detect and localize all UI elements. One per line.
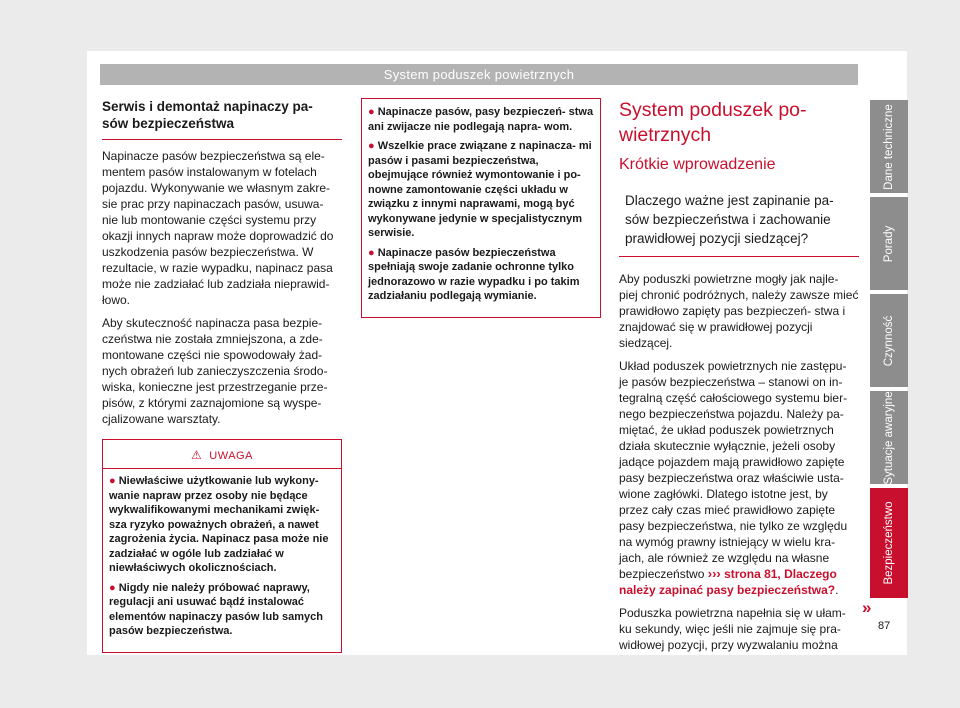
bullet-icon: ● [368,106,378,118]
paragraph: Aby poduszki powietrzne mogły jak najle- piej chronić podróżnych, należy zawsze mieć prawidłowo zapięty pas bezpieczeń- stwa i znajdować się w prawidłowej pozycji siedzącej. [619,272,859,350]
question-heading: Dlaczego ważne jest zapinanie pa- sów bezpieczeństwa i zachowanie prawidłowej pozycji siedzącej? [619,185,859,257]
warning-item: ● Nigdy nie należy próbować naprawy, regulacji ani usuwać bądź instalować elementów napinaczy pasów lub samych pasów bezpieczeństwa. [109,581,323,637]
bullet-icon: ● [109,581,119,594]
paragraph: Poduszka powietrzna napełnia się w ułam- ku sekundy, więc jeśli nie zajmuje się pra- widłowej pozycji, przy wyzwalaniu można [619,606,846,652]
paragraph: Układ poduszek powietrznych nie zastępu- je pasów bezpieczeństwa – stanowi on in- tegralną część całościowego systemu bier- nego bezpieczeństwa pojazdu. Należy pa- miętać, że układ poduszek powietrznych działa skutecznie wyłącznie, jeżeli osoby jadące pojazdem mają prawidłowo zapięte pasy bezpieczeństwa oraz właściwie usta- wione zagłówki. Dlatego istotne jest, by przez cały czas mieć prawidłowo zapięte pasy bezpieczeństwa, nie tylko ze względu na wymóg prawny istniejący w wielu kra- jach, ale również ze względu na własne bezpieczeństwo ››› strona 81, Dlaczego należy zapinać pasy bezpieczeństwa?. [619,359,848,597]
column-left [102,98,342,653]
tab-porady[interactable]: Porady [870,197,908,290]
page-number: 87 [878,620,891,632]
column-right [619,98,859,660]
warning-item: ● Niewłaściwe użytkowanie lub wykony- wanie napraw przez osoby nie będące wykwalifikowanymi mechanikami zwięk- sza ryzyko poważnych obrażeń, a nawet zagrożenia życia. Napinacz pasa może nie zadziałać w ogóle lub zadziałać w niewłaściwych okolicznościach. [109,475,329,574]
paragraph: Napinacze pasów bezpieczeństwa są ele- mentem pasów instalowanym w fotelach pojazdu. Wykonywanie we własnym zakre- sie prac przy napinaczach pasów, usuwa- nie lub montowanie części systemu przy okazji innych napraw może doprowadzić do uszkodzenia pasów bezpieczeństwa. W rezultacie, w razie wypadku, napinacz pasa może nie zadziałać lub zadziała nieprawid- łowo. [102,149,334,307]
warning-box-continued [361,98,601,318]
warning-header [103,440,341,469]
bullet-icon: ● [368,140,378,152]
bullet-icon: ● [109,475,119,487]
tab-dane-techniczne[interactable]: Dane techniczne [870,100,908,193]
page-header: System poduszek powietrznych [100,64,858,85]
cross-reference-link[interactable]: ››› strona 81, Dlaczego należy zapinać pasy bezpieczeństwa? [619,566,837,597]
warning-item: ● Wszelkie prace związane z napinacza- mi pasów i pasami bezpieczeństwa, obejmujące również wymontowanie i po- nowne zamontowanie części układu w związku z innymi naprawami, mogą być wykonywane jedynie w specjalistycznym serwisie. [368,140,592,239]
warning-box [102,439,342,653]
bullet-icon: ● [368,246,378,259]
tab-sytuacje-awaryjne[interactable]: Sytuacje awaryjne [870,391,908,484]
warning-title: UWAGA [209,450,253,462]
section-subtitle: Krótkie wprowadzenie [619,156,776,173]
tab-bezpieczenstwo[interactable]: Bezpieczeństwo [870,488,908,598]
warning-item: ● Napinacze pasów bezpieczeństwa spełniają swoje zadanie ochronne tylko jednorazowo w razie wypadku i po takim zadziałaniu podlegają wymianie. [368,246,580,302]
section-heading: Serwis i demontaż napinaczy pa- sów bezpieczeństwa [102,98,342,140]
column-middle [361,98,601,318]
paragraph: Aby skuteczność napinacza pasa bezpie- czeństwa nie została zmniejszona, a zde- montowane części nie spowodowały żad- nych obrażeń lub zanieczyszczenia środo- wiska, konieczne jest przestrzeganie prze- pisów, z którymi zaznajomione są wyspe- cjalizowane warsztaty. [102,316,328,426]
warning-item: ● Napinacze pasów, pasy bezpieczeń- stwa ani zwijacze nie podlegają napra- wom. [368,106,594,133]
tab-czynnosc[interactable]: Czynność [870,294,908,387]
warning-triangle-icon: ⚠ [191,448,203,462]
continue-arrow-icon: » [862,598,872,617]
chapter-title: System poduszek po- wietrznych [619,99,807,146]
xref-arrows-icon: ››› [707,566,721,581]
